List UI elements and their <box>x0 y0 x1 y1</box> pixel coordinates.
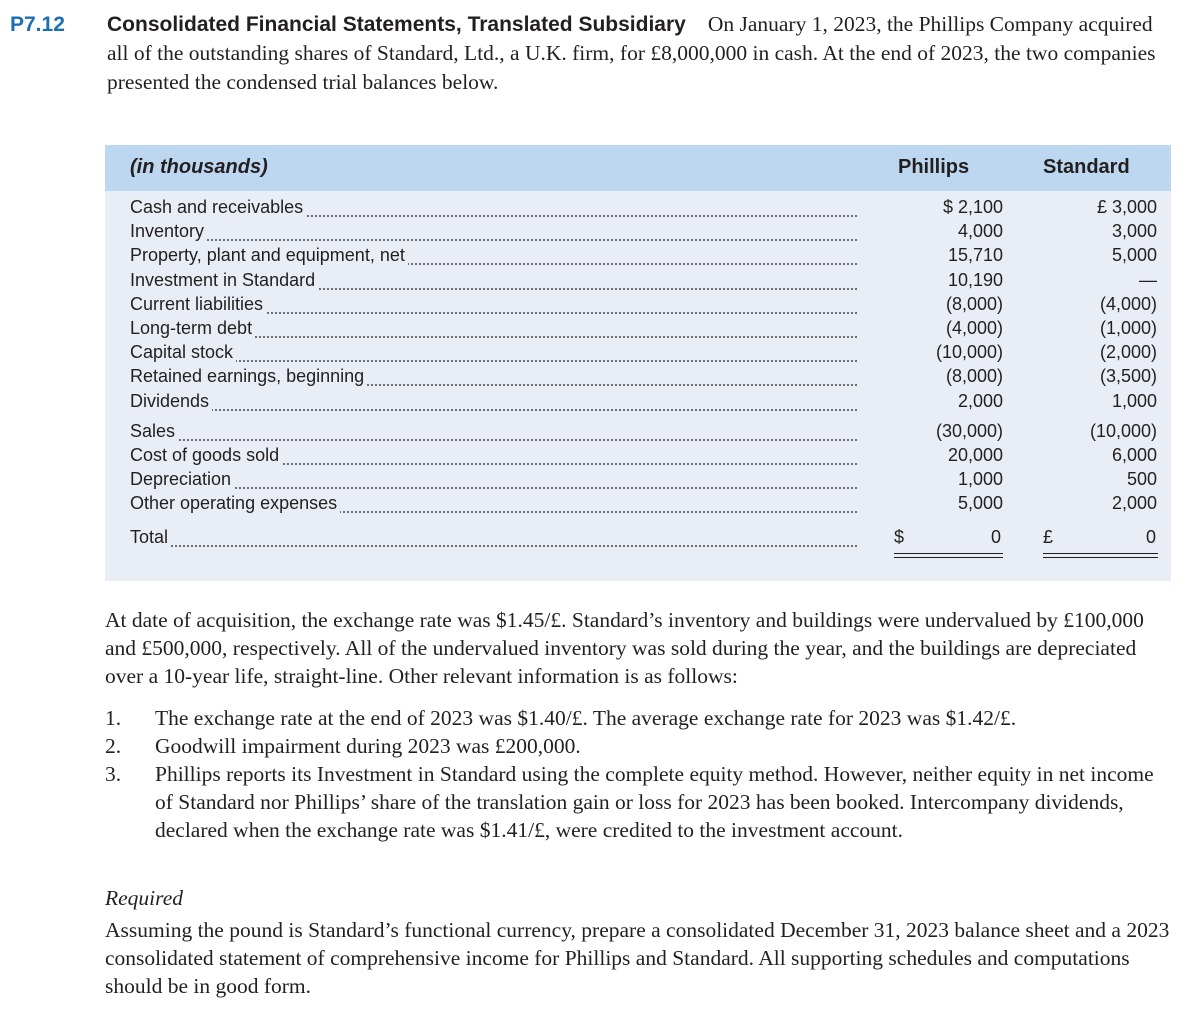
dot-leader <box>130 360 857 362</box>
standard-value: 6,000 <box>1111 444 1157 465</box>
table-row <box>130 245 1160 269</box>
double-underline <box>1043 553 1158 558</box>
row-label: Property, plant and equipment, net <box>130 245 408 265</box>
standard-value: (4,000) <box>1099 293 1157 314</box>
row-label: Other operating expenses <box>130 493 340 513</box>
standard-value: 3,000 <box>1111 221 1157 242</box>
problem-title: Consolidated Financial Statements, Translated Subsidiary <box>107 13 686 36</box>
phillips-value: $ 2,100 <box>942 197 1003 217</box>
dot-leader <box>130 545 857 547</box>
row-label: Dividends <box>130 391 212 411</box>
standard-value: 2,000 <box>1111 493 1157 514</box>
list-text: Goodwill impairment during 2023 was £200,000. <box>155 734 581 758</box>
table-row <box>130 318 1160 342</box>
table-row <box>130 469 1160 493</box>
problem-number: P7.12 <box>10 13 65 36</box>
list-number: 3. <box>105 762 122 786</box>
table-body <box>130 197 1160 552</box>
phillips-value: 1,000 <box>957 469 1003 490</box>
phillips-value: (10,000) <box>935 342 1003 363</box>
table-row <box>130 270 1160 294</box>
exchange-rate-paragraph: At date of acquisition, the exchange rate was $1.45/£. Standard’s inventory and buildings were undervalued by £100,000 and £500,000, respectively. All of the undervalued inventory was sold during the year, and the buildings are depreciated over a 10-year life, straight-line. Other relevant information is as follows: <box>105 608 1144 688</box>
phillips-value: (30,000) <box>935 420 1003 441</box>
table-row <box>130 294 1160 318</box>
pound-symbol: £ <box>1043 527 1054 548</box>
row-label: Investment in Standard <box>130 270 318 290</box>
row-label: Retained earnings, beginning <box>130 366 367 386</box>
phillips-value: 15,710 <box>947 245 1003 266</box>
phillips-value: (8,000) <box>945 293 1003 314</box>
list-item <box>105 760 1173 844</box>
standard-value: 1,000 <box>1111 390 1157 411</box>
phillips-value: 10,190 <box>947 269 1003 290</box>
dollar-symbol: $ <box>894 527 905 548</box>
table-row <box>130 493 1160 517</box>
dot-leader <box>130 239 857 241</box>
dot-leader <box>130 487 857 489</box>
row-label: Cash and receivables <box>130 197 306 217</box>
row-label: Inventory <box>130 221 207 241</box>
standard-value: 500 <box>1126 469 1157 490</box>
standard-total-value: 0 <box>1145 527 1156 548</box>
phillips-value: 2,000 <box>957 390 1003 411</box>
problem-text <box>107 10 1175 97</box>
total-row <box>130 527 1160 551</box>
required-text: Assuming the pound is Standard’s functional currency, prepare a consolidated December 31, 2023 balance sheet and a 2023 consolidated statement of comprehensive income for Phillips and Standard. All supporting schedules and computations should be in good form. <box>105 918 1170 998</box>
table-row <box>130 197 1160 221</box>
problem-intro: On January 1, 2023, the Phillips Company acquired all of the outstanding shares of Standard, Ltd., a U.K. firm, for £8,000,000 in cash. At the end of 2023, the two companies presented the condensed trial balances below. <box>107 12 1156 94</box>
phillips-total-value: 0 <box>990 527 1001 548</box>
total-label: Total <box>130 527 171 547</box>
phillips-value: (4,000) <box>945 317 1003 338</box>
required-heading: Required <box>105 886 184 910</box>
double-underline <box>894 553 1003 558</box>
list-number: 2. <box>105 734 122 758</box>
table-row <box>130 366 1160 390</box>
standard-value: (2,000) <box>1099 342 1157 363</box>
list-text: Phillips reports its Investment in Standard using the complete equity method. However, neither equity in net income of Standard nor Phillips’ share of the translation gain or loss for 2023 has been booked. Intercompany dividends, declared when the exchange rate was $1.41/£, were credited to the investment account. <box>155 762 1154 842</box>
phillips-value: 20,000 <box>947 444 1003 465</box>
phillips-value: (8,000) <box>945 366 1003 387</box>
dot-leader <box>130 409 857 411</box>
table-header <box>105 145 1171 191</box>
list-number: 1. <box>105 706 122 730</box>
standard-total <box>1043 527 1156 548</box>
phillips-total <box>894 527 1001 548</box>
standard-value: (10,000) <box>1089 420 1157 441</box>
row-label: Long-term debt <box>130 318 255 338</box>
row-label: Current liabilities <box>130 294 266 314</box>
standard-value: (3,500) <box>1099 366 1157 387</box>
table-units-label: (in thousands) <box>130 156 268 178</box>
table-row <box>130 445 1160 469</box>
standard-value: 5,000 <box>1111 245 1157 266</box>
table-row <box>130 421 1160 445</box>
table-row <box>130 221 1160 245</box>
standard-value: — <box>1139 269 1157 290</box>
trial-balance-table <box>105 145 1171 581</box>
column-header-standard: Standard <box>1043 156 1130 178</box>
table-row <box>130 342 1160 366</box>
row-label: Cost of goods sold <box>130 445 282 465</box>
list-text: The exchange rate at the end of 2023 was $1.40/£. The average exchange rate for 2023 was $1.42/£. <box>155 706 1017 730</box>
phillips-value: 4,000 <box>957 221 1003 242</box>
dot-leader <box>130 439 857 441</box>
row-label: Depreciation <box>130 469 234 489</box>
standard-value: £ 3,000 <box>1096 197 1157 217</box>
table-row <box>130 391 1160 415</box>
info-list <box>105 704 1173 844</box>
list-item <box>105 732 1173 760</box>
problem-header <box>10 10 1175 97</box>
row-label: Capital stock <box>130 342 236 362</box>
phillips-value: 5,000 <box>957 493 1003 514</box>
column-header-phillips: Phillips <box>898 156 970 178</box>
list-item <box>105 704 1173 732</box>
standard-value: (1,000) <box>1099 317 1157 338</box>
row-label: Sales <box>130 421 178 441</box>
